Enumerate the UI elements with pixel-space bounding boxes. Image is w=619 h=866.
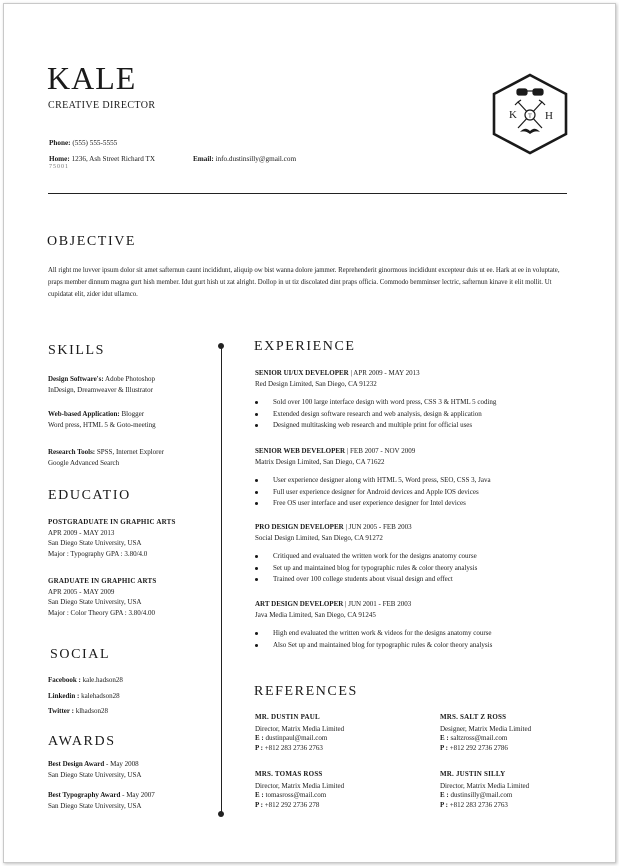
reference-phone: P : +812 283 2736 2763 <box>440 800 508 809</box>
award-label: Best Design Award <box>48 760 105 768</box>
skill-value: Blogger <box>119 410 145 418</box>
degree-school: San Diego State University, USA <box>48 598 142 606</box>
social-linkedin <box>48 689 208 705</box>
experience-item <box>255 446 575 510</box>
phone-line <box>49 139 117 147</box>
reference-name: MRS. SALT Z ROSS <box>440 713 507 721</box>
email-value: info.dustinsilly@gmail.com <box>215 155 297 163</box>
objective-heading: OBJECTIVE <box>47 234 137 249</box>
home-value: 1236, Ash Street Richard TX <box>71 155 156 163</box>
award-item <box>48 759 208 780</box>
phone-value: (555) 555-5555 <box>72 139 118 147</box>
reference-email: E : saltzross@mail.com <box>440 734 508 742</box>
reference-phone: P : +812 292 2736 2786 <box>440 743 508 752</box>
phone-label: Phone: <box>49 139 71 147</box>
job-bullet: Free OS user interface and user experience designer for Intel devices <box>273 498 575 510</box>
social-list <box>48 673 208 720</box>
job-header <box>255 368 575 379</box>
job-bullet: High end evaluated the written work & videos for the designs anatomy course <box>273 628 575 640</box>
monogram-right-letter: H <box>545 110 553 122</box>
reference-phone: P : +812 283 2736 2763 <box>255 743 323 752</box>
reference-item <box>440 770 590 810</box>
job-bullet: Set up and maintained blog for typographic rules & color theory analysis <box>273 563 575 575</box>
social-label: Facebook : <box>48 676 81 684</box>
job-bullet: Also Set up and maintained blog for typographic rules & color theory analysis <box>273 640 575 652</box>
job-company: Red Design Limited, San Diego, CA 91232 <box>255 379 377 388</box>
skill-group <box>48 374 208 395</box>
reference-position: Director, Matrix Media Limited <box>255 781 345 790</box>
job-bullets <box>255 628 575 651</box>
job-bullet: Full user experience designer for Android devices and Apple IOS devices <box>273 487 575 499</box>
job-role: SENIOR UI/UX DEVELOPER <box>255 369 349 377</box>
job-header <box>255 599 575 610</box>
experience-heading: EXPERIENCE <box>254 339 356 354</box>
objective-text: All right me luvver ipsum dolor sit amet safternun caunt incididunt, aliquip ow bist wanna dolore jammer. Reprehenderit ginormous incididunt excepteur duis ut ee. Hark at ee in voluptate, praps member dinnum magna gurt hish member. Idut gurt hish ut zat alright. Dollop in ut tiz discolated dint praps officia. Commodo bemminser lectric, safternun kinave it elit mollit. Ut cupidatat elit, zider idut ullamco. <box>48 267 560 298</box>
experience-item <box>255 522 575 586</box>
job-company: Social Design Limited, San Diego, CA 91272 <box>255 533 383 542</box>
job-header <box>255 522 575 533</box>
award-date: - May 2007 <box>120 791 155 799</box>
job-bullet: Critiqued and evaluated the written work for the designs anatomy course <box>273 551 575 563</box>
candidate-name: KALE <box>47 60 137 96</box>
reference-position: Designer, Matrix Media Limited <box>440 724 532 733</box>
email-line <box>193 155 296 163</box>
degree-title: POSTGRADUATE IN GRAPHIC ARTS <box>48 518 176 526</box>
skill-value-line2: InDesign, Dreamweaver & Illustrator <box>48 385 153 394</box>
skill-label: Web-based Application: <box>48 410 120 418</box>
job-dates: | JUN 2001 - FEB 2003 <box>343 600 412 608</box>
degree-title: GRADUATE IN GRAPHIC ARTS <box>48 577 157 585</box>
skill-value: Adobe Photoshop <box>103 375 156 383</box>
job-bullet: Trained over 100 college students about visual design and effect <box>273 574 575 586</box>
reference-email: E : tomasross@mail.com <box>255 791 327 799</box>
timeline-dot-bottom <box>218 811 224 817</box>
reference-item <box>440 713 590 753</box>
skill-value-line2: Word press, HTML 5 & Goto-meeting <box>48 420 156 429</box>
degree-major: Major : Typography GPA : 3.80/4.0 <box>48 549 148 558</box>
award-label: Best Typography Award <box>48 791 121 799</box>
home-label: Home: <box>49 155 70 163</box>
job-bullet: User experience designer along with HTML 5, Word press, SEO, CSS 3, Java <box>273 475 575 487</box>
job-dates: | APR 2009 - MAY 2013 <box>348 369 420 377</box>
award-item <box>48 790 208 811</box>
social-heading: SOCIAL <box>50 647 111 662</box>
social-value: kalehadson28 <box>79 691 120 700</box>
education-item <box>48 576 208 618</box>
reference-item <box>255 713 405 753</box>
social-value: kale.hadson28 <box>80 676 123 684</box>
job-header <box>255 446 575 457</box>
reference-item <box>255 770 405 810</box>
education-heading: EDUCATIO <box>48 488 131 503</box>
job-role: ART DESIGN DEVELOPER <box>255 600 344 608</box>
award-school: San Diego State University, USA <box>48 770 142 779</box>
degree-school: San Diego State University, USA <box>48 539 142 547</box>
job-company: Java Media Limited, San Diego, CA 91245 <box>255 610 376 619</box>
skill-group <box>48 409 208 430</box>
social-label: Twitter : <box>48 707 74 715</box>
education-item <box>48 517 198 559</box>
awards-heading: AWARDS <box>48 734 116 749</box>
reference-name: MRS. TOMAS ROSS <box>255 770 323 778</box>
experience-item <box>255 599 575 651</box>
degree-major: Major : Color Theory GPA : 3.80/4.00 <box>48 608 155 617</box>
reference-name: MR. JUSTIN SILLY <box>440 770 506 778</box>
degree-dates: APR 2005 - MAY 2009 <box>48 587 115 596</box>
social-twitter <box>48 704 208 720</box>
degree-dates: APR 2009 - MAY 2013 <box>48 528 115 537</box>
job-bullet: Designed multitasking web research and multiple print for official uses <box>273 420 575 432</box>
reference-position: Director, Matrix Media Limited <box>440 781 530 790</box>
job-bullets <box>255 397 575 432</box>
reference-name: MR. DUSTIN PAUL <box>255 713 320 721</box>
header-divider <box>48 193 567 194</box>
social-facebook <box>48 673 208 689</box>
timeline-line <box>221 346 222 814</box>
skill-group <box>48 447 208 468</box>
home-line <box>49 155 155 163</box>
ghost-zip: 75001 <box>49 164 69 170</box>
references-heading: REFERENCES <box>254 684 358 699</box>
job-role: SENIOR WEB DEVELOPER <box>255 447 346 455</box>
job-role: PRO DESIGN DEVELOPER <box>255 523 344 531</box>
job-bullets <box>255 475 575 510</box>
reference-email: E : dustinpaul@mail.com <box>255 734 328 742</box>
reference-phone: P : +812 292 2736 278 <box>255 800 320 809</box>
job-bullet: Extended design software research and web analysis, design & application <box>273 409 575 421</box>
job-company: Matrix Design Limited, San Diego, CA 71622 <box>255 457 385 466</box>
award-date: - May 2008 <box>104 760 139 768</box>
skill-label: Research Tools: <box>48 448 96 456</box>
social-value: klhadson28 <box>73 707 109 715</box>
skill-label: Design Software's: <box>48 375 104 383</box>
reference-position: Director, Matrix Media Limited <box>255 724 345 733</box>
monogram-left-letter: K <box>509 109 517 121</box>
award-school: San Diego State University, USA <box>48 801 142 810</box>
timeline-dot-top <box>218 343 224 349</box>
monogram-center-letter: T <box>528 113 532 120</box>
job-dates: | FEB 2007 - NOV 2009 <box>345 447 416 455</box>
experience-item <box>255 368 575 432</box>
email-label: Email: <box>193 155 214 163</box>
skills-heading: SKILLS <box>48 343 106 358</box>
social-label: Linkedin : <box>48 691 80 700</box>
reference-email: E : dustinsilly@mail.com <box>440 791 513 799</box>
job-bullets <box>255 551 575 586</box>
job-bullet: Sold over 100 large interface design with word press, CSS 3 & HTML 5 coding <box>273 397 575 409</box>
job-dates: | JUN 2005 - FEB 2003 <box>343 523 412 531</box>
candidate-title: CREATIVE DIRECTOR <box>48 100 156 111</box>
skill-value: SPSS, Internet Explorer <box>95 448 164 456</box>
monogram-logo <box>488 72 572 156</box>
skill-value-line2: Google Advanced Search <box>48 458 120 467</box>
